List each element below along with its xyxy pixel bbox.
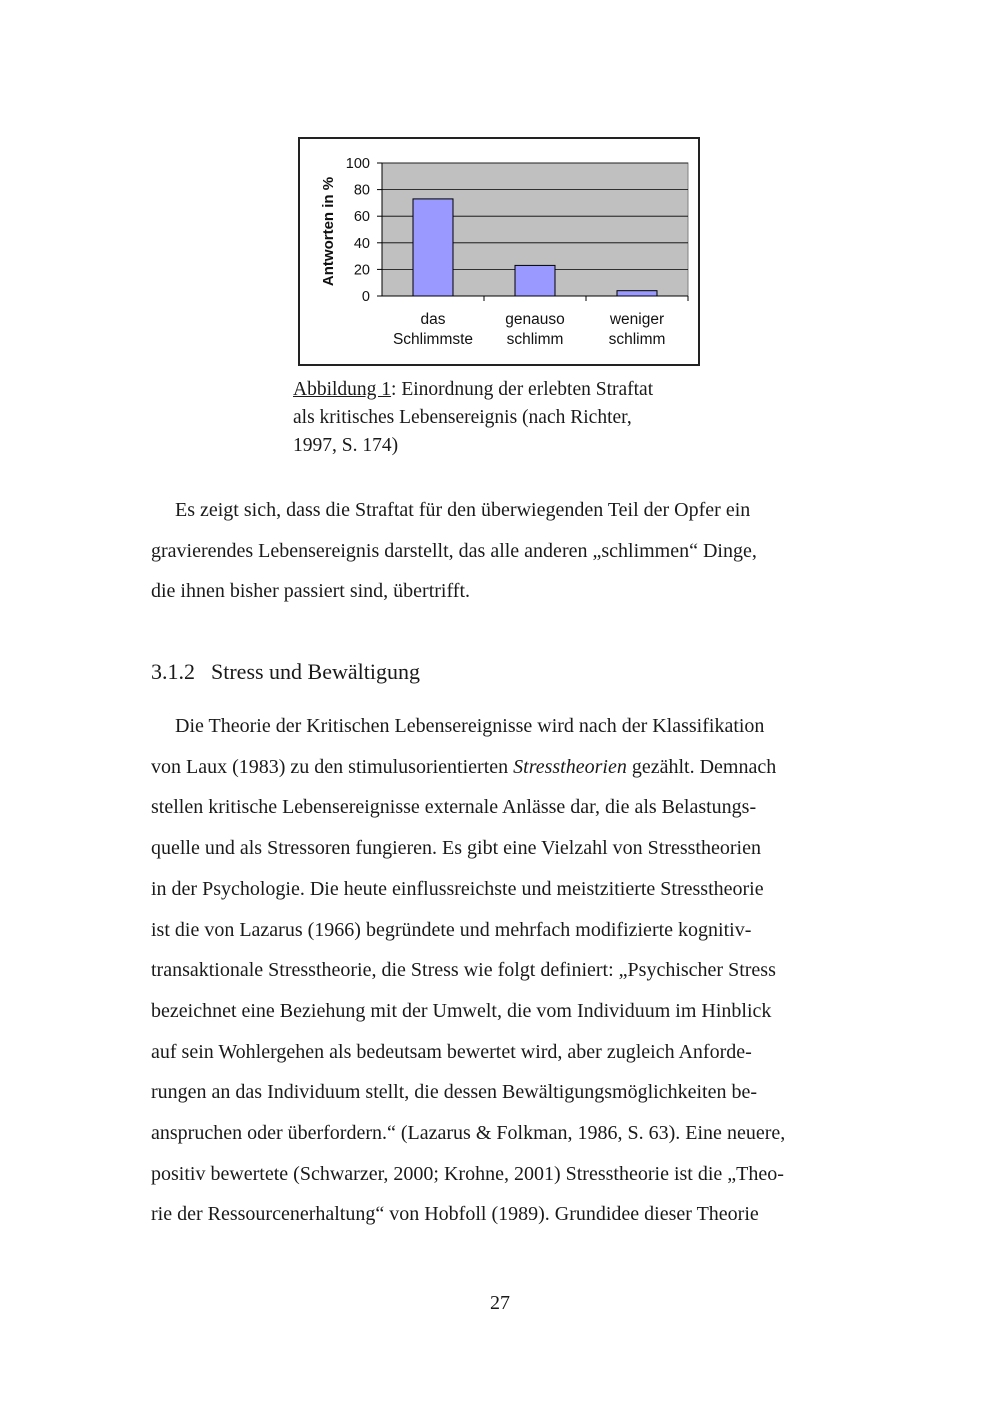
y-tick-label: 0 <box>361 289 370 305</box>
text-segment: von Laux (1983) zu den stimulusorientierten <box>151 755 514 778</box>
text-line: Die Theorie der Kritischen Lebensereignisse wird nach der Klassifikation <box>175 715 765 737</box>
paragraph-2 <box>151 706 851 1235</box>
x-tick-label: schlimm <box>608 331 666 348</box>
x-tick-label: schlimm <box>506 331 564 348</box>
section-heading <box>151 656 420 688</box>
text-line: rie der Ressourcenerhaltung“ von Hobfoll (1989). Grundidee dieser Theorie <box>151 1203 759 1226</box>
paragraph-1 <box>151 490 851 612</box>
text-line: in der Psychologie. Die heute einflussreichste und meistzitierte Stresstheorie <box>151 877 764 900</box>
text-line: anspruchen oder überfordern.“ (Lazarus & Folkman, 1986, S. 63). Eine neuere, <box>151 1122 786 1145</box>
bar <box>515 265 555 296</box>
emphasis-term: Stresstheorien <box>513 755 627 778</box>
bar-chart <box>300 139 698 364</box>
text-line: die ihnen bisher passiert sind, übertrifft. <box>151 580 471 603</box>
caption-line: 1997, S. 174) <box>293 435 399 456</box>
text-line: ist die von Lazarus (1966) begründete und mehrfach modifizierte kognitiv- <box>151 918 752 941</box>
caption-line: : Einordnung der erlebten Straftat <box>391 379 654 400</box>
text-line: auf sein Wohlergehen als bedeutsam bewertet wird, aber zugleich Anforde- <box>151 1040 752 1063</box>
bar <box>617 291 657 296</box>
y-tick-label: 80 <box>353 182 370 199</box>
y-tick-label: 40 <box>353 235 370 252</box>
x-tick-label: weniger <box>609 311 665 328</box>
caption-line: als kritisches Lebensereignis (nach Richter, <box>293 407 632 428</box>
section-number: 3.1.2 <box>151 659 195 684</box>
text-line: gravierendes Lebensereignis darstellt, das alle anderen „schlimmen“ Dinge, <box>151 539 757 562</box>
x-tick-label: genauso <box>505 311 565 328</box>
text-line: quelle und als Stressoren fungieren. Es gibt eine Vielzahl von Stresstheorien <box>151 837 761 860</box>
text-line: transaktionale Stresstheorie, die Stress wie folgt definiert: „Psychischer Stress <box>151 959 776 982</box>
text-line: rungen an das Individuum stellt, die dessen Bewältigungsmöglichkeiten be- <box>151 1081 757 1104</box>
text-line: Es zeigt sich, dass die Straftat für den überwiegenden Teil der Opfer ein <box>175 499 751 521</box>
text-line: positiv bewertete (Schwarzer, 2000; Krohne, 2001) Stresstheorie ist die „Theo- <box>151 1162 784 1185</box>
y-tick-label: 100 <box>345 156 370 172</box>
y-tick-label: 20 <box>353 262 370 279</box>
section-title: Stress und Bewältigung <box>211 659 420 684</box>
y-tick-label: 60 <box>353 209 370 226</box>
x-tick-label: das <box>420 311 446 328</box>
text-segment: gezählt. Demnach <box>626 755 777 778</box>
page-number: 27 <box>490 1292 510 1314</box>
bar <box>413 199 453 296</box>
y-axis-label: Antworten in % <box>320 176 337 287</box>
text-line: bezeichnet eine Beziehung mit der Umwelt, die vom Individuum im Hinblick <box>151 999 772 1022</box>
figure-caption <box>293 376 723 460</box>
text-line <box>151 747 851 788</box>
figure-chart <box>298 137 700 366</box>
text-line: stellen kritische Lebensereignisse externale Anlässe dar, die als Belastungs- <box>151 796 757 819</box>
x-tick-label: Schlimmste <box>392 331 474 348</box>
figure-label: Abbildung 1 <box>293 379 392 400</box>
